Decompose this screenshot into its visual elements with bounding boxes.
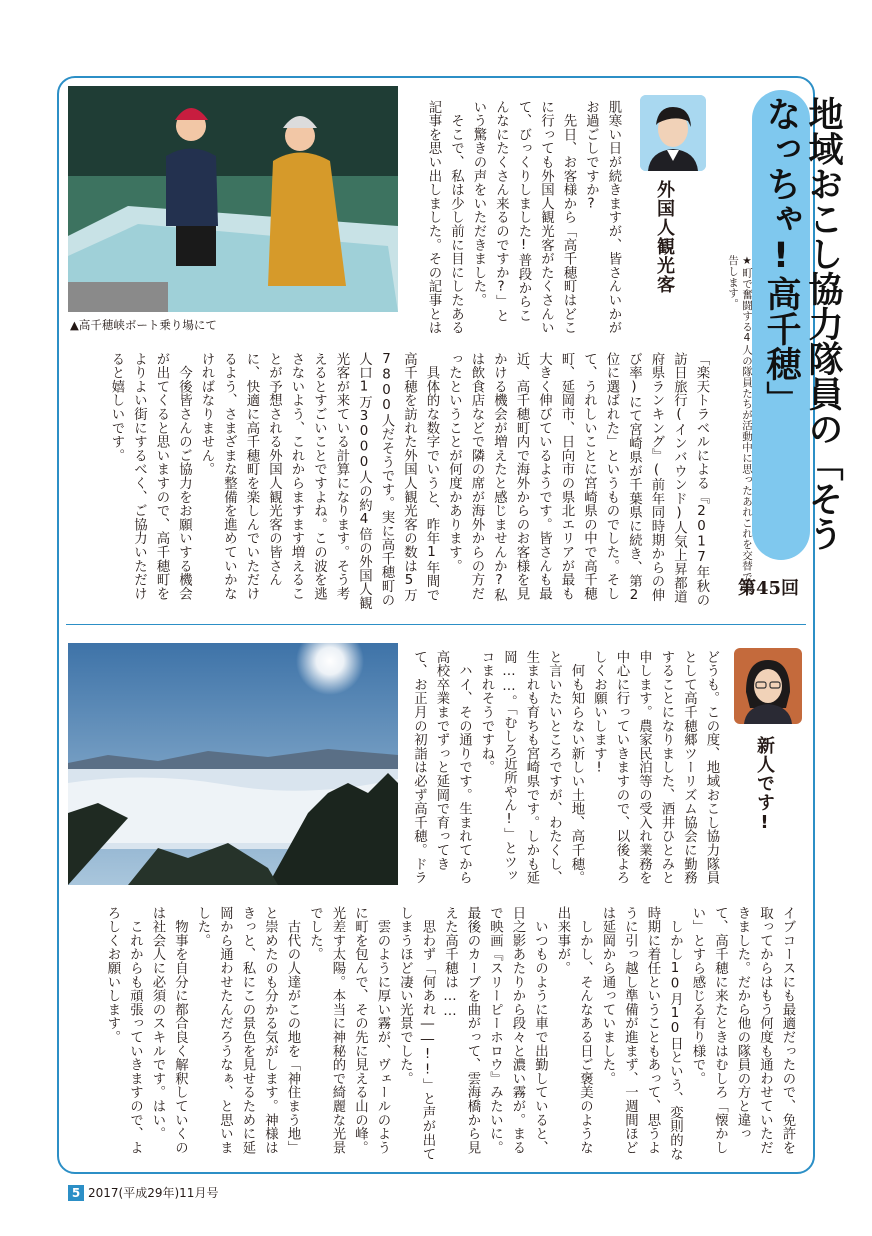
article1-body-bottom: 「楽天トラベルによる『2017年秋の訪日旅行(インバウンド)人気上昇都道府県ランキング』(前年同時期からの伸び率)にて宮崎県が千葉県に続き、第2位に選ばれた」というものでした。そして、うれしいことに宮崎県の中で高千穂町、延岡市、日向市の県北エリアが最も大きく伸びているようです。皆さんも最近、高千穂町内で海外からのお客様を見かける機会が増えたと感じませんか?私は飲食店などで隣の席が海外からの方だったということが何度かあります。 具体的な数字でいうと、昨年1年間で高千穂を訪れた外国人観光客の数は5万7800人だそうです。実に高千穂町の人口1万3000人の約4倍の外国人観光客が来ている計算になります。そう考えるとすごいことですよね。この波を逃さないよう、これからますます増えることが予想される外国人観光客の皆さんに、快適に高千穂町を楽しんでいただけるよう、さまざまな整備を進めていかなければなりません。 今後皆さんのご協力をお願いする機会が出てくると思いますので、高千穂町をよりよい街にするべく、ご協力いただけると嬉しいです。 [109,352,709,610]
page-number: 5 [68,1185,84,1201]
article2-body-top: どうも。この度、地域おこし協力隊員として高千穂郷ツーリズム協会に勤務することになりました、酒井ひとみと申します。農家民泊等の受入れ業務を中心に行っていきますので、以後よろしくお願いします! 何も知らない新しい土地、高千穂。と言いたいところですが、わたくし、生まれも育ちも宮崎県です。しかも延岡……。「むしろ近所やん!」とツッコまれそうですね。 ハイ、その通りです。生まれてから高校卒業までずっと延岡で育ってきて、お正月の初詣は必ず高千穂。ドラ [411,650,719,885]
boat-photo [68,86,398,312]
article1-body-top: 肌寒い日が続きますが、皆さんいかがお過ごしですか? 先日、お客様から「高千穂町はどこに行っても外国人観光客がたくさんいて、びっくりしました!普段からこんなにたくさん来るのですか?」という驚きの声をいただきました。 そこで、私は少し前に目にしたある記事を思い出しました。その記事とは [426,100,621,335]
sea-of-clouds-photo [68,643,398,885]
article1-heading: 外国人観光客 [654,180,675,294]
section-divider [66,624,806,625]
episode-number: 第45回 [738,578,800,599]
author-portrait-2 [734,648,802,724]
page-footer [68,1184,218,1201]
article2-body-bottom: イブコースにも最適だったので、免許を取ってからはもう何度も通わせていただきました。だから他の隊員の方と違って、高千穂に来たときはむしろ「懐かしい」とすら感じる有り様で。 しかし10月10日という、変則的な時期に着任ということもあって、思うように引っ越し準備が進まず、一週間ほどは延岡から通っていました。 しかし、そんなある日ご褒美のような出来事が。 いつものように車で出勤していると、日之影あたりから段々と濃い霧が。まるで映画『スリーピーホロウ』みたいに。最後のカーブを曲がって、雲海橋から見えた高千穂は…… 思わず「何あれ――!!」と声が出てしまうほど凄い光景でした。 雲のように厚い霧が、ヴェールのように町を包んで、その先に見える山の峰。光差す太陽。本当に神秘的で綺麗な光景でした。 古代の人達がこの地を「神住まう地」と崇めたのも分かる気がします。神様はきっと、私にこの景色を見せるために延岡から通わせたんだろうなぁ、と思いました。 物事を自分に都合良く解釈していくのは社会人に必須のスキルです。はい。 これからも頑張っていきますので、よろしくお願いします。 [105,906,795,1161]
series-subtitle: ★町で奮闘する4人の隊員たちが活動中に思ったあれこれを交替で報告します。 [727,255,753,593]
article2-heading: 新人です! [754,736,775,834]
series-title: 地域おこし協力隊員の「そうなっちゃ!高千穂」 [761,96,843,551]
issue-label: 2017(平成29年)11月号 [88,1186,219,1200]
photo-caption: ▲高千穂峡ボート乗り場にて [70,318,217,332]
author-portrait-1 [640,95,706,171]
